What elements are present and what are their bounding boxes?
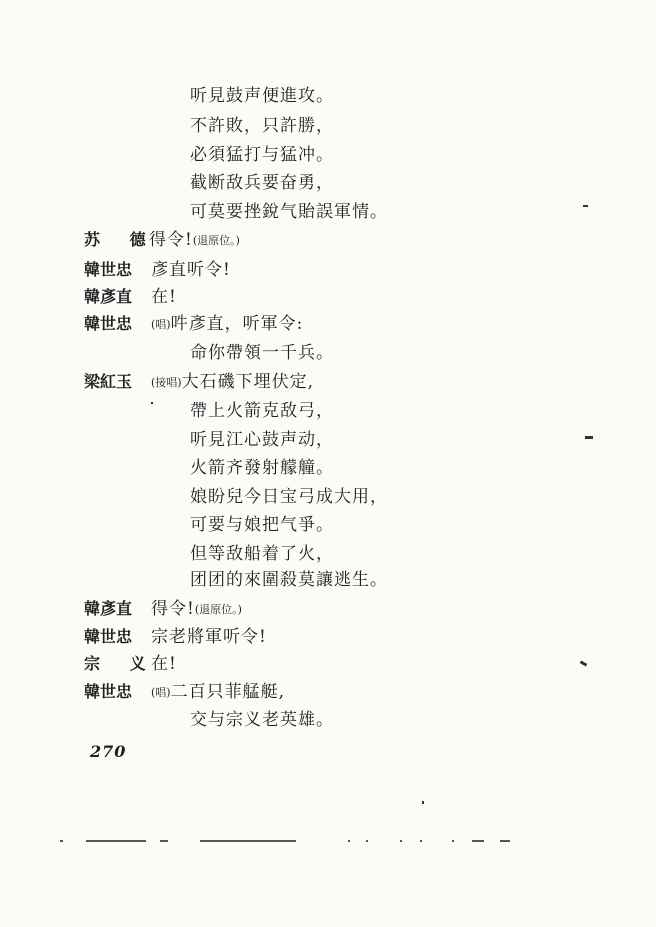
scan-speck	[585, 436, 593, 439]
spoken-line: 在!	[151, 287, 177, 307]
speaker-name: 韓世忠	[84, 314, 133, 333]
verse-line: 不許敗，只許勝，	[190, 116, 334, 136]
scan-speck	[151, 402, 153, 404]
scan-speck	[580, 660, 588, 666]
spoken-line: 大石磯下埋伏定,	[181, 372, 314, 392]
dialogue-text	[149, 229, 240, 252]
spoken-line: 宗老將軍听令!	[151, 627, 267, 647]
verse-line: 娘盼兒今日宝弓成大用，	[190, 487, 388, 507]
speaker-name: 韓世忠	[84, 682, 133, 701]
scan-speck	[583, 205, 588, 207]
stage-direction: (退原位。)	[194, 603, 242, 616]
stage-direction: (唱)	[151, 318, 171, 331]
stage-direction: (退原位。)	[192, 234, 240, 247]
stage-direction: (接唱)	[151, 376, 182, 389]
scan-speck	[422, 801, 424, 804]
verse-line: 团团的來圍殺莫讓逃生。	[190, 570, 388, 590]
verse-line: 截断敌兵要奋勇，	[190, 173, 334, 193]
verse-line: 听見鼓声便進攻。	[190, 86, 334, 106]
dialogue-text	[151, 681, 285, 704]
spoken-line: 二百只菲艋艇,	[170, 682, 285, 702]
spoken-line: 吽彥直，听軍令:	[170, 314, 304, 334]
speaker-name: 苏 德	[84, 230, 158, 249]
verse-line: 必須猛打与猛冲。	[190, 145, 334, 165]
speaker-name: 韓彥直	[84, 599, 133, 618]
verse-line: 但等敌船着了火，	[190, 544, 334, 564]
speaker-name: 韓彥直	[84, 287, 133, 306]
verse-line: 交与宗义老英雄。	[190, 710, 334, 730]
speaker-name: 韓世忠	[84, 260, 133, 279]
verse-line: 可莫要挫銳气貽誤軍情。	[190, 202, 388, 222]
verse-line: 火箭齐發射艨艟。	[190, 458, 334, 478]
stage-direction: (唱)	[151, 686, 171, 699]
scan-noise-strip	[60, 838, 520, 844]
speaker-name: 梁紅玉	[84, 372, 133, 391]
speaker-name: 宗 义	[84, 654, 158, 673]
page-number: 270	[90, 742, 127, 761]
speaker-name: 韓世忠	[84, 627, 133, 646]
verse-line: 命你帶領一千兵。	[190, 343, 334, 363]
verse-line: 可要与娘把气爭。	[190, 515, 334, 535]
spoken-line: 得令!	[151, 599, 195, 619]
dialogue-text	[151, 371, 314, 394]
dialogue-text	[151, 313, 303, 336]
verse-line: 帶上火箭克敌弓，	[190, 401, 334, 421]
spoken-line: 彥直听令!	[151, 260, 231, 280]
verse-line: 听見江心鼓声动，	[190, 430, 334, 450]
spoken-line: 在!	[151, 654, 177, 674]
spoken-line: 得令!	[149, 230, 193, 250]
dialogue-text	[151, 598, 242, 621]
